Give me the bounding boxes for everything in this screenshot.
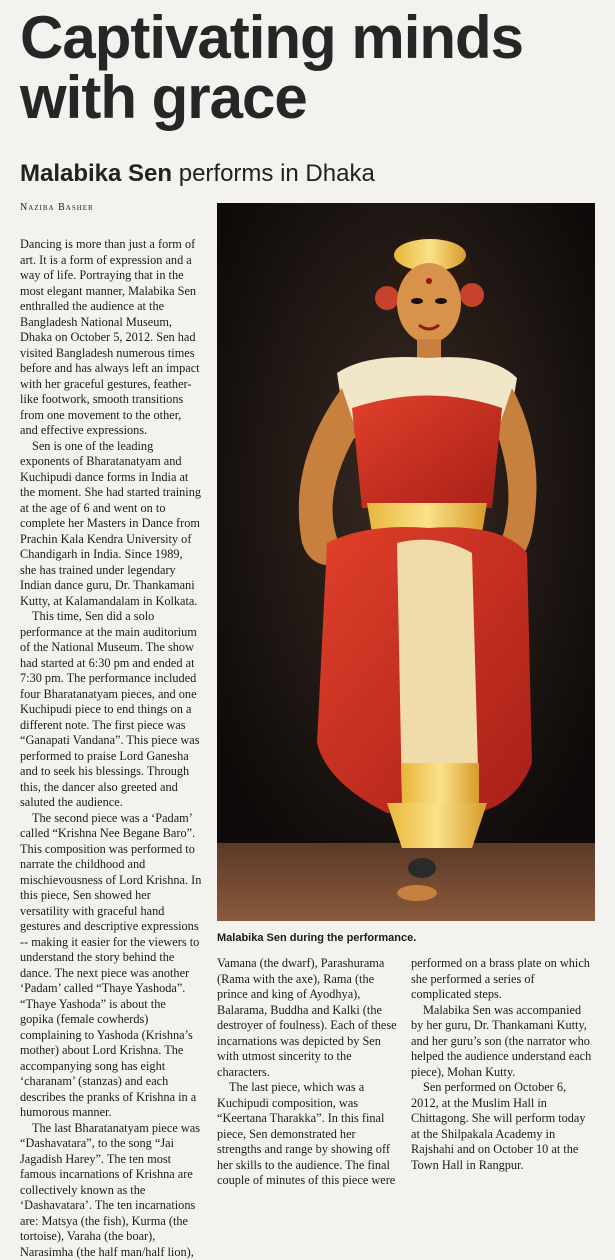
byline: Naziba Basher <box>20 202 94 213</box>
article-column-1 <box>20 237 202 1260</box>
paragraph: This time, Sen did a solo performance at the main auditorium of the National Museum. The show had started at 6:30 pm and ended at 7:30 pm. The performance included four Bharatanatyam pieces, and one Kuchipudi piece to end things on a different note. The first piece was “Ganapati Vandana”. This piece was performed to praise Lord Ganesha and to seek his blessings. Through this, the dancer also greeted and saluted the audience. <box>20 609 202 811</box>
headline <box>20 8 600 128</box>
dancer-illustration <box>217 203 595 921</box>
dancer-photo <box>217 203 595 921</box>
paragraph: Vamana (the dwarf), Parashurama (Rama with the axe), Rama (the prince and king of Ayodhya), Balarama, Buddha and Kalki (the destroyer of foulness). Each of these incarnations was depicted by Sen with utmost sincerity to the characters. <box>217 956 401 1080</box>
paragraph: performed on a brass plate on which she performed a series of complicated steps. <box>411 956 595 1003</box>
article-column-2 <box>217 956 401 1189</box>
paragraph: Sen is one of the leading exponents of Bharatanatyam and Kuchipudi dance forms in India at the moment. She had started training at the age of 6 and went on to complete her Masters in Dance from Prachin Kala Kendra University of Chandigarh in India. Since 1989, she has trained under legendary Indian dance guru, Dr. Thankamani Kutty, at Kalamandalam in Kolkata. <box>20 439 202 610</box>
subhead-name: Malabika Sen <box>20 160 172 187</box>
paragraph: The second piece was a ‘Padam’ called “Krishna Nee Begane Baro”. This composition was performed to narrate the childhood and mischievousness of Lord Krishna. In this piece, Sen showed her versatility with graceful hand gestures and descriptive expressions -- making it easier for the viewers to understand the story behind the dance. The next piece was another ‘Padam’ called “Thaye Yashoda”. “Thaye Yashoda” is about the gopika (female cowherds) complaining to Yashoda (Krishna’s mother) about Lord Krishna. The accompanying song has eight ‘charanam’ (stanzas) and each describes the pranks of Krishna in a humorous manner. <box>20 811 202 1121</box>
paragraph: The last piece, which was a Kuchipudi composition, was “Keertana Tharakka”. In this final piece, Sen demonstrated her strengths and range by showing off her skills to the audience. The final couple of minutes of this piece were <box>217 1080 401 1189</box>
paragraph: Sen performed on October 6, 2012, at the Muslim Hall in Chittagong. She will perform today at the Shilpakala Academy in Rajshahi and on October 10 at the Town Hall in Rangpur. <box>411 1080 595 1173</box>
subheadline <box>20 160 600 188</box>
paragraph: The last Bharatanatyam piece was “Dashavatara”, to the song “Jai Jagadish Harey”. The ten most famous incarnations of Krishna are collectively known as the ‘Dashavatara’. The ten incarnations are: Matsya (the fish), Kurma (the tortoise), Varaha (the boar), Narasimha (the half man/half lion), <box>20 1121 202 1260</box>
headline-line-2: with grace <box>20 64 307 131</box>
subhead-rest: performs in Dhaka <box>172 160 375 187</box>
photo-caption: Malabika Sen during the performance. <box>217 932 595 944</box>
paragraph: Malabika Sen was accompanied by her guru, Dr. Thankamani Kutty, and her guru’s son (the narrator who helped the audience understand each piece), Mohan Kutty. <box>411 1003 595 1081</box>
article-column-3 <box>411 956 595 1173</box>
headline-line-1: Captivating minds <box>20 4 523 71</box>
paragraph: Dancing is more than just a form of art. It is a form of expression and a way of life. Portraying that in the most elegant manner, Malabika Sen enthralled the audience at the Bangladesh National Museum, Dhaka on October 5, 2012. Sen had visited Bangladesh numerous times before and has always left an impact with her graceful gestures, feather-like footwork, smooth transitions from one movement to the other, and effective expressions. <box>20 237 202 439</box>
